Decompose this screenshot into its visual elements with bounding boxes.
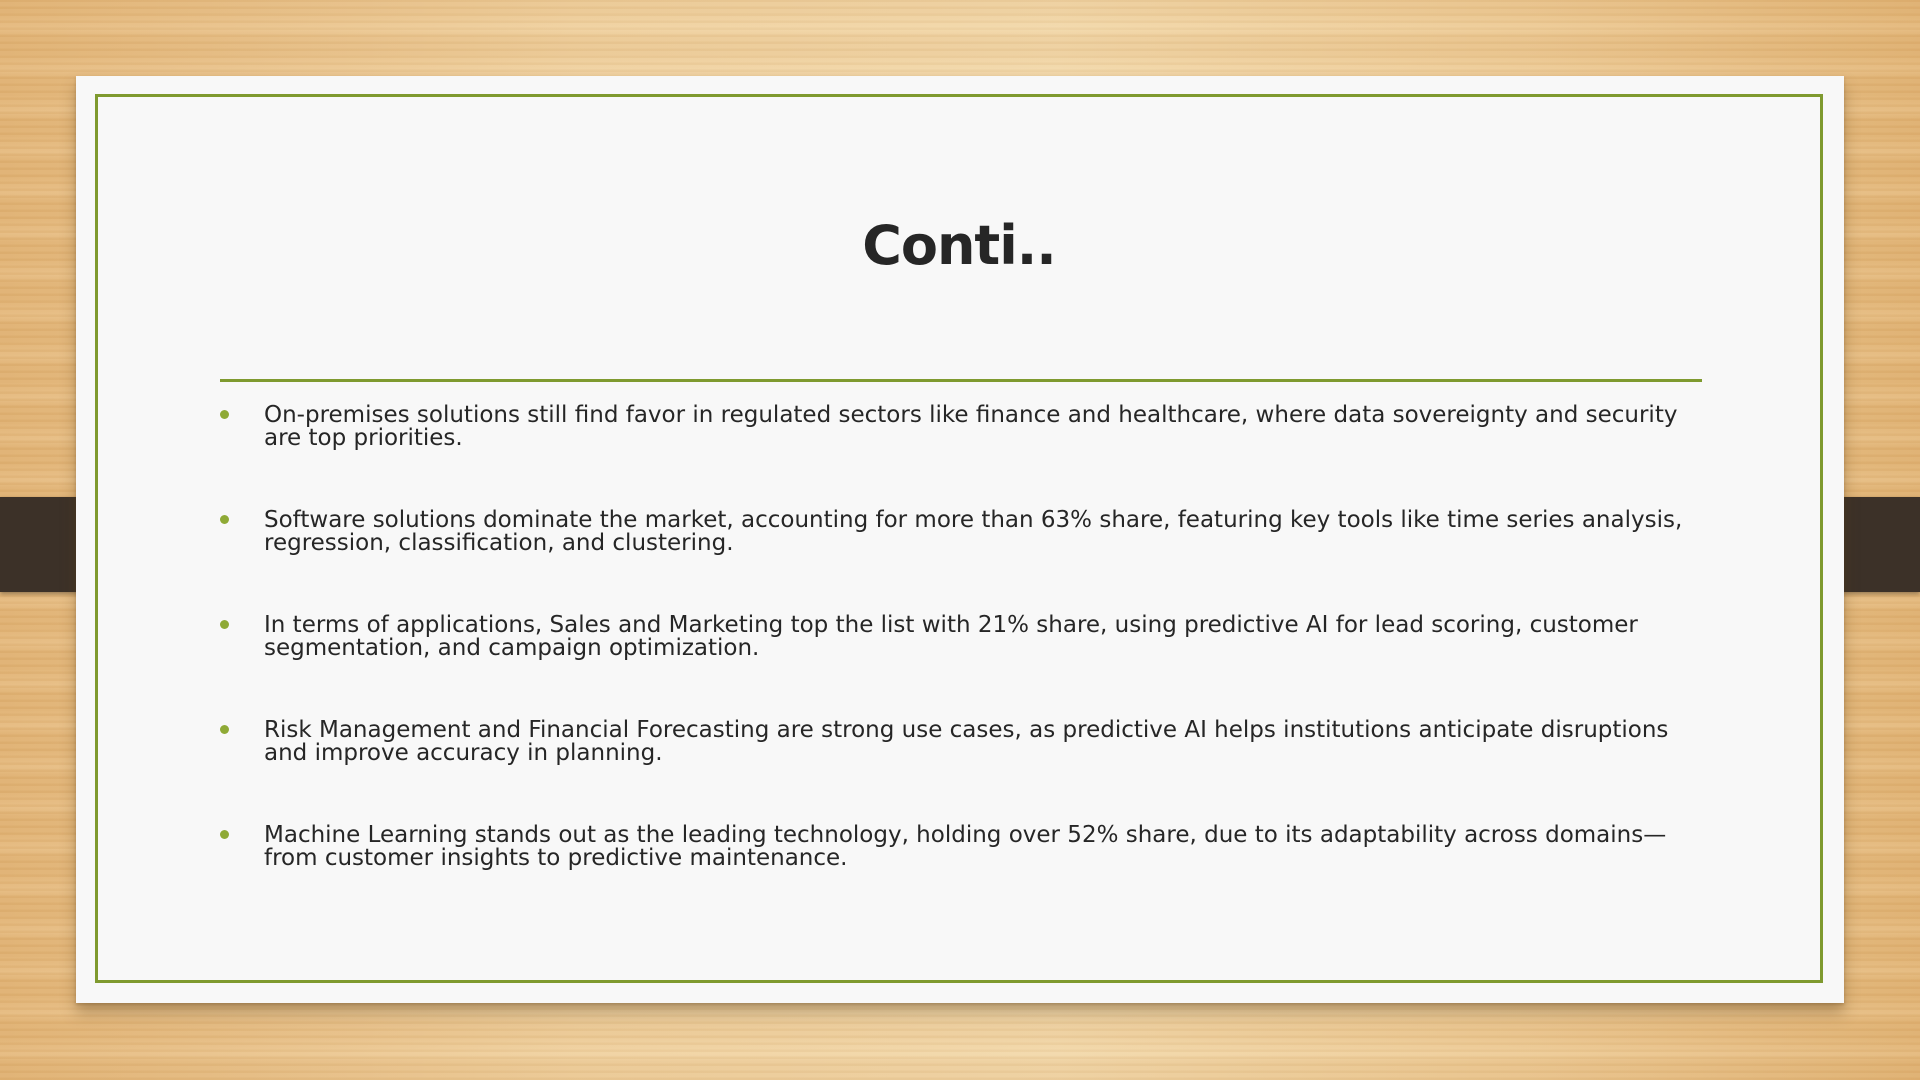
- bullet-text: In terms of applications, Sales and Marketing top the list with 21% share, using predictive AI for lead scoring, customer segmentation, and campaign optimization.: [264, 612, 1638, 661]
- bullet-list: [220, 404, 1700, 929]
- bullet-text: On-premises solutions still find favor in regulated sectors like finance and healthcare, where data sovereignty and security are top priorities.: [264, 402, 1678, 451]
- bullet-text: Machine Learning stands out as the leading technology, holding over 52% share, due to its adaptability across domains—from customer insights to predictive maintenance.: [264, 822, 1667, 871]
- bullet-dot-icon: [220, 725, 229, 734]
- list-item: [220, 614, 1700, 719]
- list-item: [220, 404, 1700, 509]
- bullet-text: Software solutions dominate the market, accounting for more than 63% share, featuring key tools like time series analysis, regression, classification, and clustering.: [264, 507, 1683, 556]
- bullet-dot-icon: [220, 410, 229, 419]
- bullet-dot-icon: [220, 830, 229, 839]
- bullet-dot-icon: [220, 515, 229, 524]
- bullet-text: Risk Management and Financial Forecasting are strong use cases, as predictive AI helps institutions anticipate disruptions and improve accuracy in planning.: [264, 717, 1669, 766]
- list-item: [220, 509, 1700, 614]
- bullet-dot-icon: [220, 620, 229, 629]
- slide-title: Conti..: [862, 214, 1056, 277]
- list-item: [220, 719, 1700, 824]
- list-item: [220, 824, 1700, 929]
- title-divider: [220, 379, 1702, 382]
